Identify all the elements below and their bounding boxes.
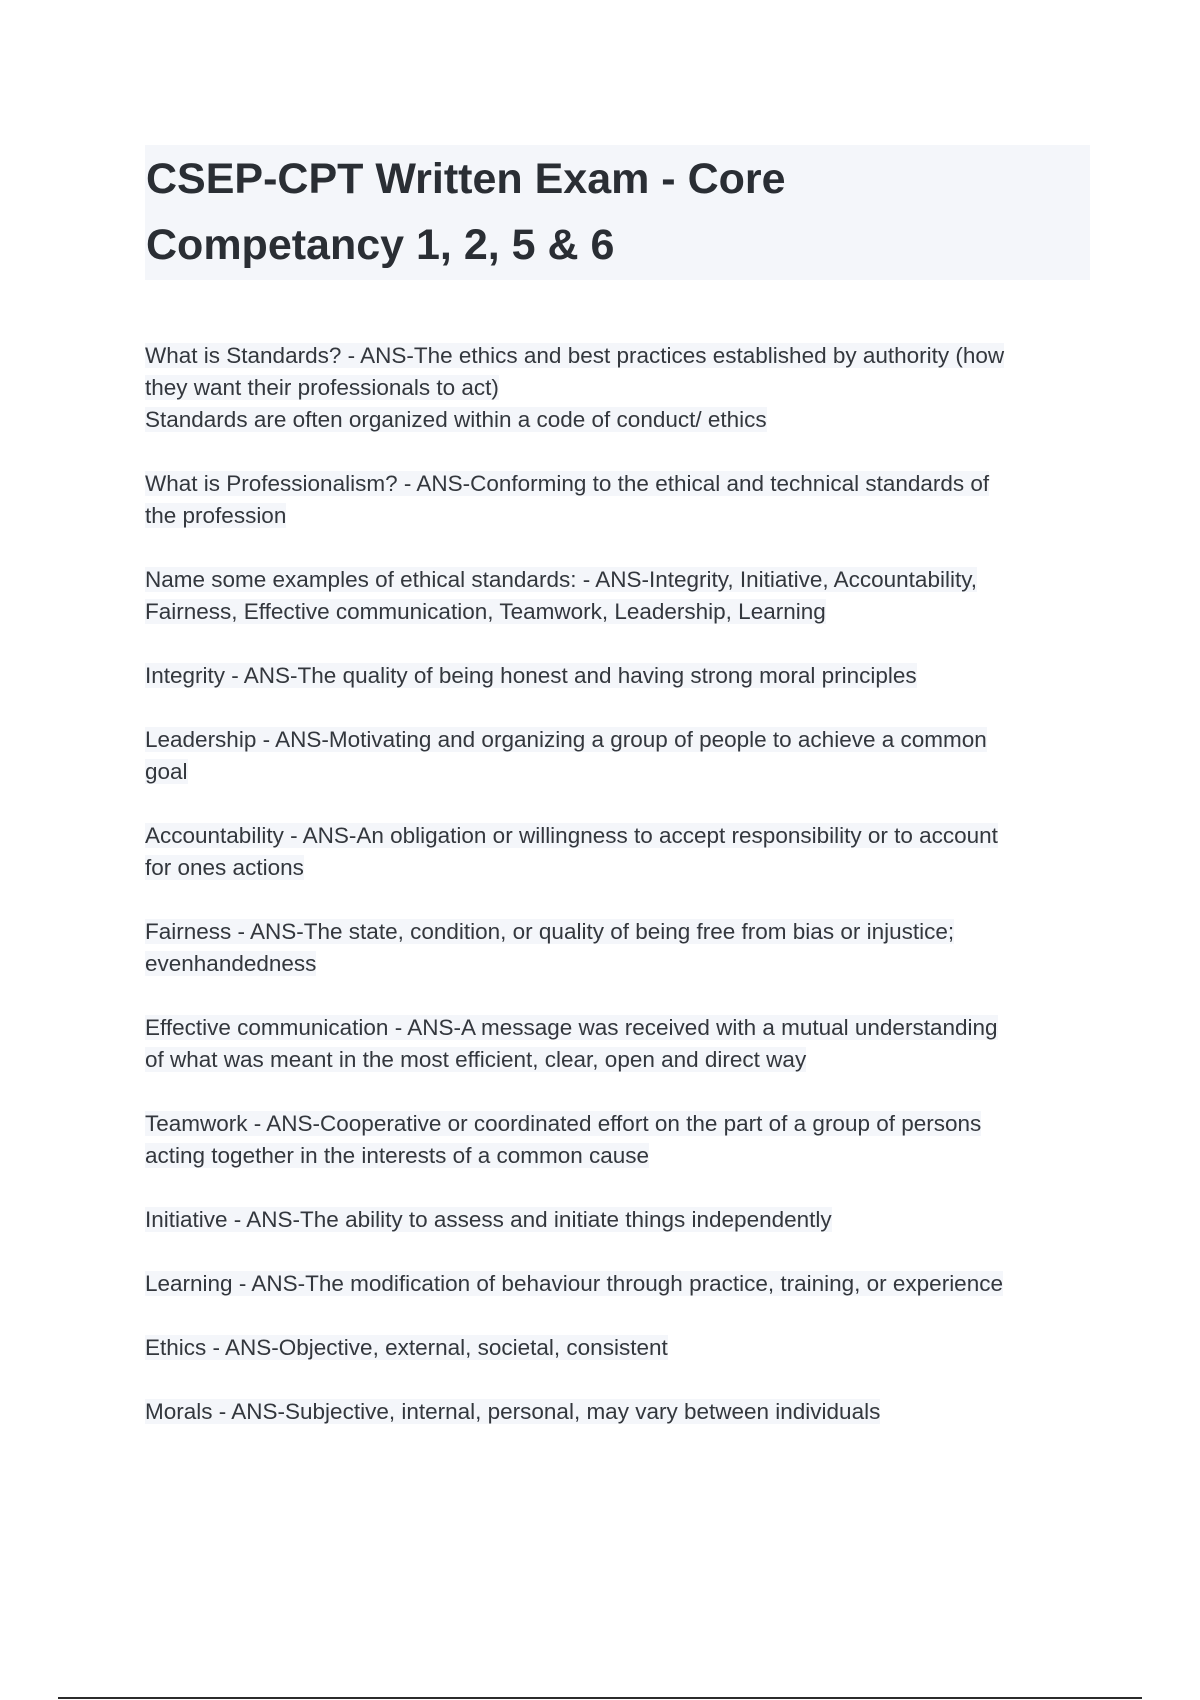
qa-text-line — [145, 404, 1090, 436]
qa-text: Effective communication - ANS-A message was received with a mutual understanding — [145, 1015, 998, 1040]
qa-text: Teamwork - ANS-Cooperative or coordinated effort on the part of a group of persons — [145, 1111, 982, 1136]
qa-text: What is Standards? - ANS-The ethics and best practices established by authority (how — [145, 343, 1005, 368]
qa-text-line — [145, 1108, 1090, 1140]
qa-text: of what was meant in the most efficient, clear, open and direct way — [145, 1047, 807, 1072]
qa-item — [145, 1268, 1090, 1300]
qa-text-line — [145, 500, 1090, 532]
qa-text: Morals - ANS-Subjective, internal, personal, may vary between individuals — [145, 1399, 881, 1424]
qa-text-line — [145, 372, 1090, 404]
qa-text: Fairness - ANS-The state, condition, or quality of being free from bias or injustice; — [145, 919, 955, 944]
footer-divider — [58, 1697, 1142, 1699]
qa-item — [145, 340, 1090, 436]
qa-text-line — [145, 596, 1090, 628]
qa-text-line — [145, 340, 1090, 372]
qa-text: Standards are often organized within a code of conduct/ ethics — [145, 407, 767, 432]
qa-item — [145, 1108, 1090, 1172]
qa-text-line — [145, 1044, 1090, 1076]
qa-item — [145, 820, 1090, 884]
qa-item — [145, 1204, 1090, 1236]
qa-text: for ones actions — [145, 855, 304, 880]
qa-text-line — [145, 564, 1090, 596]
qa-text-line — [145, 724, 1090, 756]
qa-text-line — [145, 468, 1090, 500]
qa-text: evenhandedness — [145, 951, 317, 976]
qa-text: Initiative - ANS-The ability to assess and initiate things independently — [145, 1207, 832, 1232]
qa-text: acting together in the interests of a common cause — [145, 1143, 650, 1168]
qa-item — [145, 1396, 1090, 1428]
qa-item — [145, 564, 1090, 628]
qa-text-line — [145, 660, 1090, 692]
qa-text-line — [145, 1012, 1090, 1044]
qa-text-line — [145, 948, 1090, 980]
qa-text: Name some examples of ethical standards: - ANS-Integrity, Initiative, Accountability, — [145, 567, 978, 592]
qa-item — [145, 724, 1090, 788]
qa-text-line — [145, 820, 1090, 852]
qa-text: Leadership - ANS-Motivating and organizing a group of people to achieve a common — [145, 727, 987, 752]
qa-text-line — [145, 756, 1090, 788]
qa-text: Ethics - ANS-Objective, external, societal, consistent — [145, 1335, 668, 1360]
qa-text-line — [145, 1396, 1090, 1428]
qa-item — [145, 1332, 1090, 1364]
qa-text-line — [145, 1140, 1090, 1172]
document-title: CSEP-CPT Written Exam - Core Competancy 1, 2, 5 & 6 — [146, 155, 786, 269]
qa-text: goal — [145, 759, 188, 784]
qa-list — [145, 340, 1090, 1460]
qa-text: Fairness, Effective communication, Teamwork, Leadership, Learning — [145, 599, 826, 624]
qa-text: Learning - ANS-The modification of behaviour through practice, training, or experience — [145, 1271, 1003, 1296]
qa-text-line — [145, 916, 1090, 948]
qa-item — [145, 468, 1090, 532]
qa-text-line — [145, 1268, 1090, 1300]
qa-text-line — [145, 1204, 1090, 1236]
qa-text: Integrity - ANS-The quality of being honest and having strong moral principles — [145, 663, 917, 688]
title-box — [145, 145, 1090, 280]
qa-item — [145, 916, 1090, 980]
qa-item — [145, 1012, 1090, 1076]
qa-text: the profession — [145, 503, 287, 528]
qa-text: What is Professionalism? - ANS-Conforming to the ethical and technical standards of — [145, 471, 990, 496]
qa-text-line — [145, 1332, 1090, 1364]
qa-text: Accountability - ANS-An obligation or willingness to accept responsibility or to account — [145, 823, 998, 848]
qa-item — [145, 660, 1090, 692]
qa-text-line — [145, 852, 1090, 884]
qa-text: they want their professionals to act) — [145, 375, 499, 400]
